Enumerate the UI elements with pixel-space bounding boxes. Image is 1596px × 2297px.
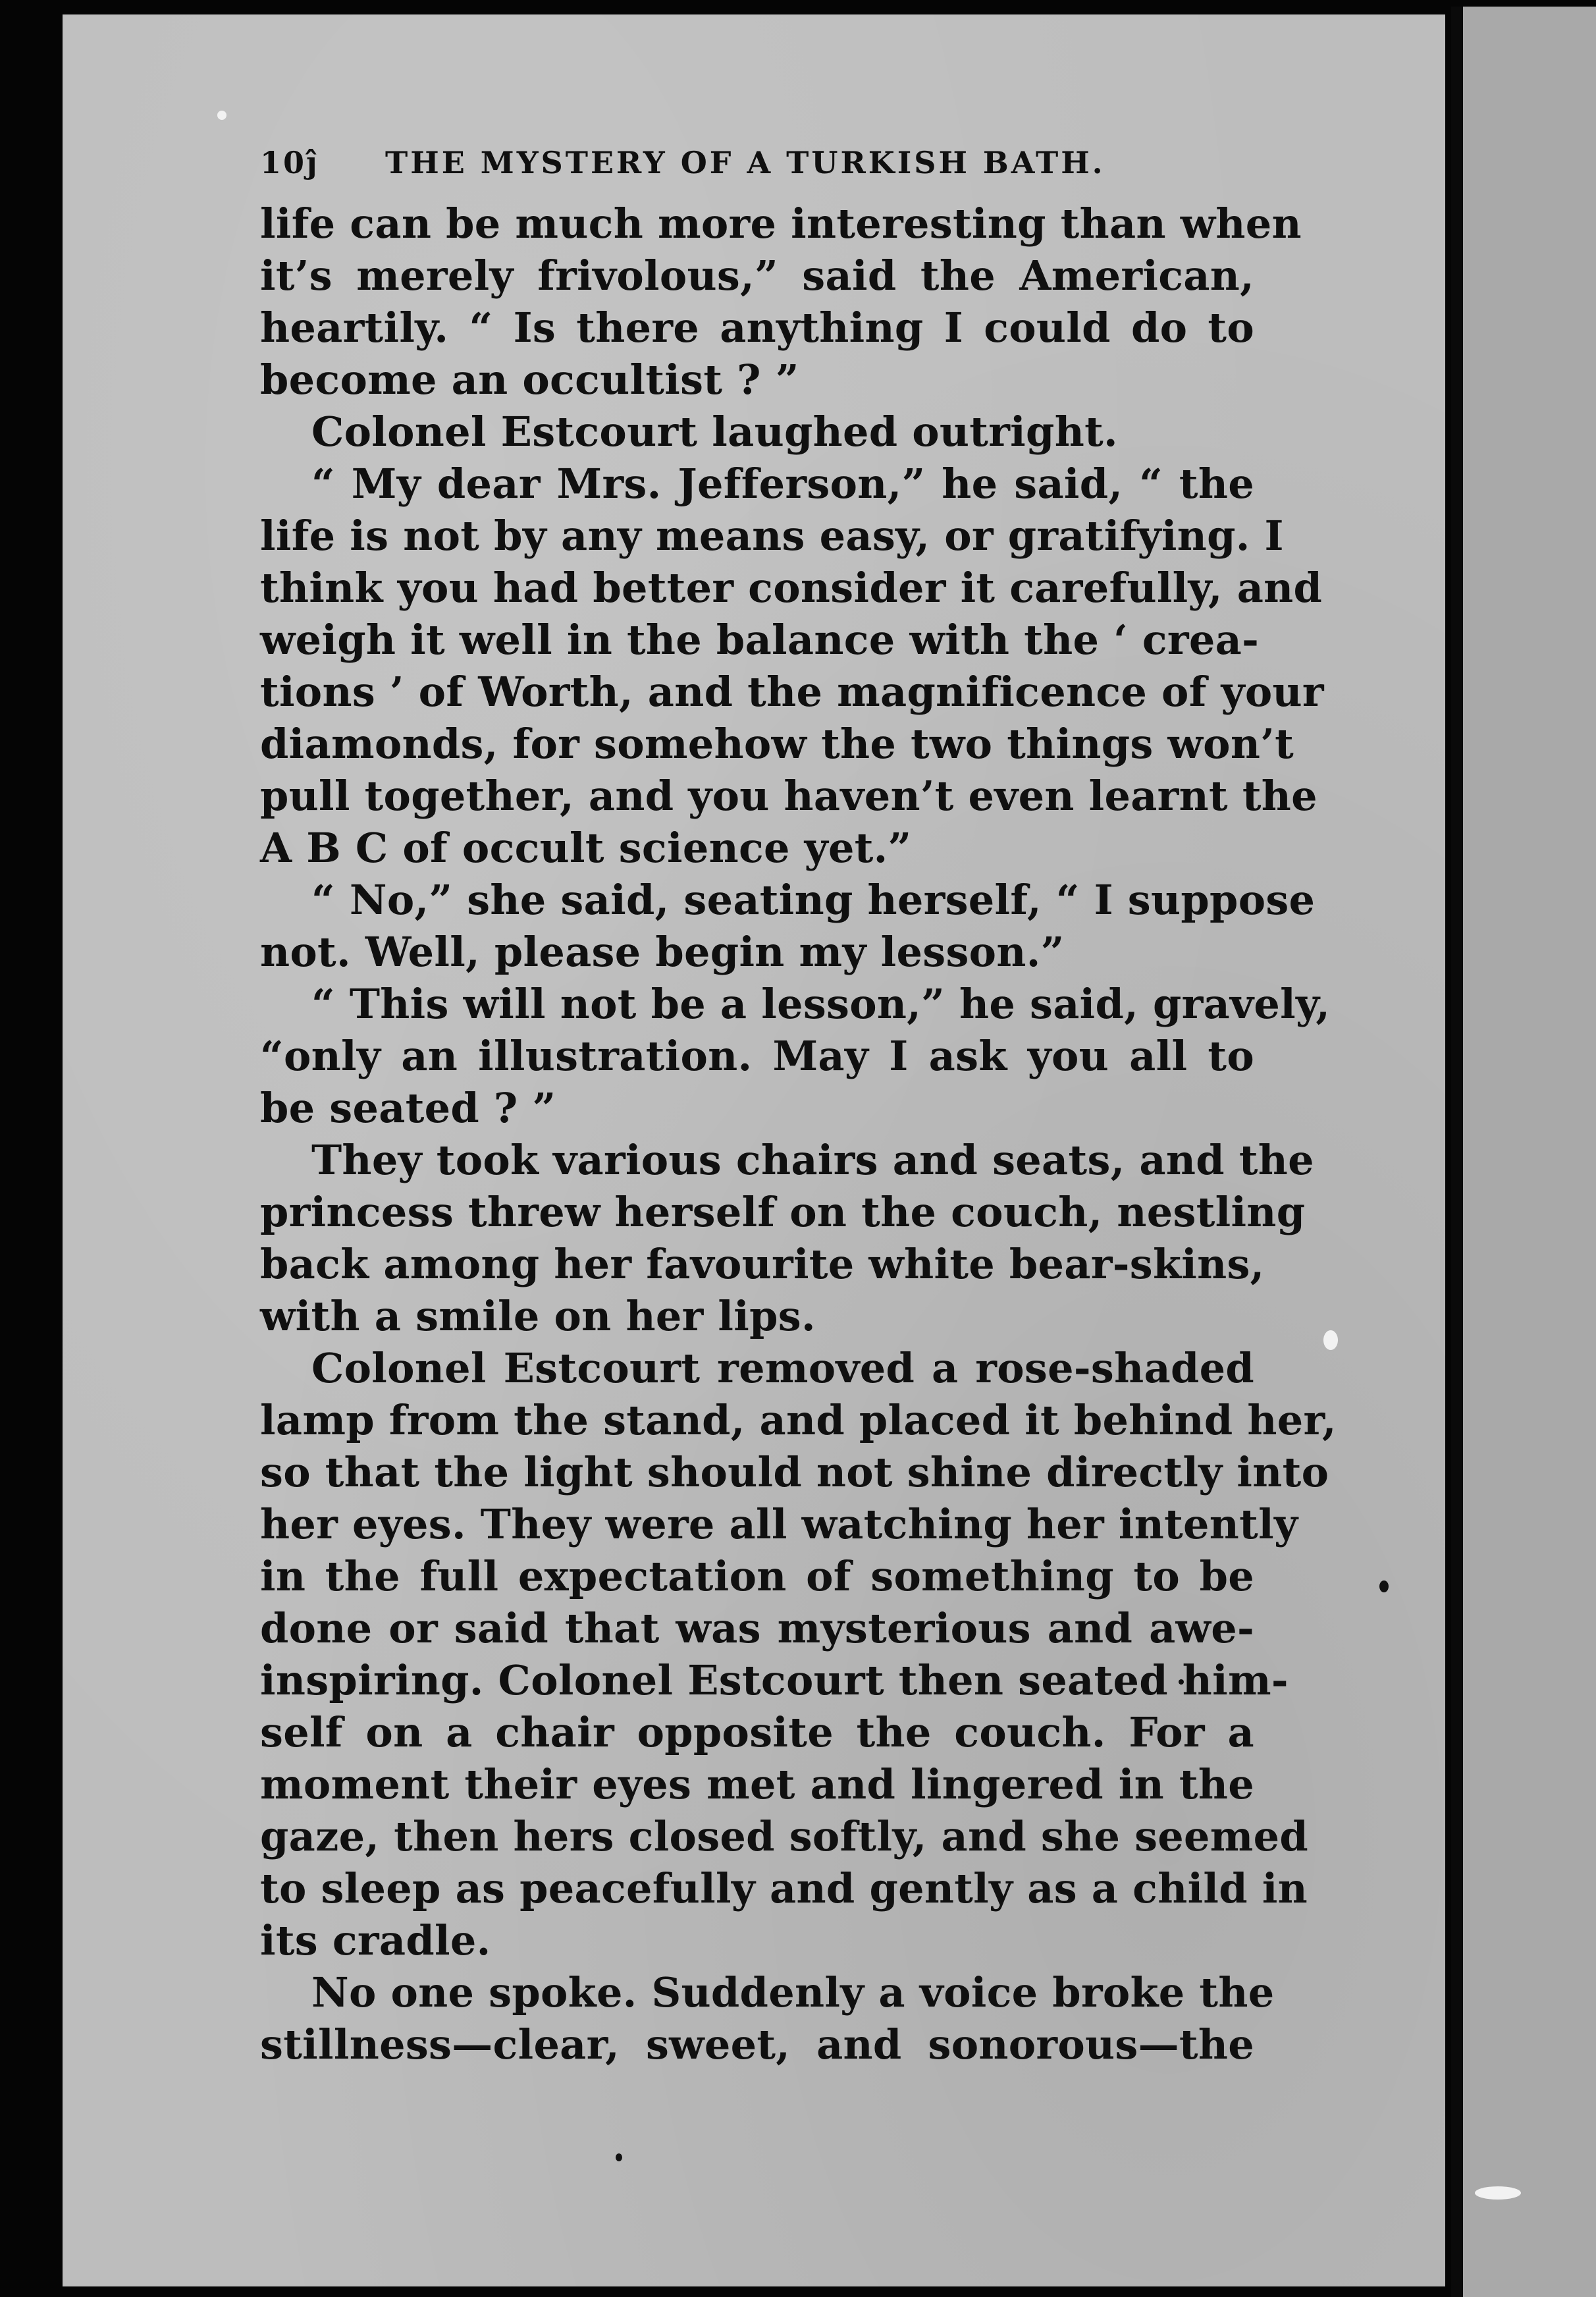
running-title: THE MYSTERY OF A TURKISH BATH.	[385, 145, 1105, 180]
text-line: “only an illustration. May I ask you all to	[260, 1032, 1254, 1080]
text-line: become an occultist ? ”	[260, 356, 799, 404]
text-line: “ No,” she said, seating herself, “ I suppose	[311, 876, 1316, 924]
text-line: to sleep as peacefully and gently as a child in	[260, 1864, 1308, 1912]
text-line: it’s merely frivolous,” said the American,	[260, 252, 1254, 300]
dust-speck	[616, 2153, 622, 2161]
text-line: They took various chairs and seats, and the	[311, 1136, 1314, 1184]
text-line: inspiring. Colonel Estcourt then seated him-	[260, 1656, 1289, 1704]
text-line: self on a chair opposite the couch. For a	[260, 1708, 1254, 1756]
text-line: done or said that was mysterious and awe-	[260, 1604, 1254, 1652]
text-line: with a smile on her lips.	[260, 1292, 816, 1340]
text-line: life is not by any means easy, or gratifying. I	[260, 512, 1284, 560]
text-line: her eyes. They were all watching her intently	[260, 1500, 1298, 1548]
text-line: not. Well, please begin my lesson.”	[260, 928, 1065, 976]
text-line: gaze, then hers closed softly, and she seemed	[260, 1812, 1309, 1860]
page-text	[260, 145, 1337, 2070]
body-text	[260, 198, 1337, 2070]
page-gutter-shadow	[1451, 7, 1463, 2297]
text-line: tions ’ of Worth, and the magnificence of your	[260, 668, 1324, 716]
text-line: lamp from the stand, and placed it behind her,	[260, 1396, 1337, 1444]
adjacent-page-edge	[1451, 7, 1596, 2297]
text-line: its cradle.	[260, 1916, 491, 1964]
dust-speck	[1379, 1581, 1389, 1592]
text-line: A B C of occult science yet.”	[260, 824, 912, 872]
text-line: in the full expectation of something to be	[260, 1552, 1254, 1600]
text-line: princess threw herself on the couch, nestling	[260, 1188, 1306, 1236]
dust-speck	[1323, 1330, 1338, 1350]
text-line: be seated ? ”	[260, 1084, 556, 1132]
page-number: 10ĵ	[260, 145, 319, 180]
text-line: diamonds, for somehow the two things won’t	[260, 720, 1294, 768]
text-line: moment their eyes met and lingered in the	[260, 1760, 1254, 1808]
text-line: pull together, and you haven’t even learnt the	[260, 772, 1317, 820]
text-line: weigh it well in the balance with the ‘ crea-	[260, 616, 1260, 664]
running-head	[260, 145, 1254, 198]
text-line: stillness—clear, sweet, and sonorous—the	[260, 2020, 1254, 2068]
text-line: back among her favourite white bear-skins,	[260, 1240, 1265, 1288]
text-line: so that the light should not shine directly into	[260, 1448, 1329, 1496]
text-line: heartily. “ Is there anything I could do to	[260, 304, 1254, 352]
text-line: Colonel Estcourt removed a rose-shaded	[311, 1344, 1254, 1392]
dust-speck	[1475, 2186, 1521, 2200]
text-line: Colonel Estcourt laughed outright.	[311, 408, 1118, 456]
text-line: life can be much more interesting than when	[260, 200, 1302, 248]
dust-speck	[217, 111, 226, 120]
text-line: “ This will not be a lesson,” he said, gravely,	[311, 980, 1331, 1028]
text-line: think you had better consider it carefully, and	[260, 564, 1323, 612]
text-line: “ My dear Mrs. Jefferson,” he said, “ the	[311, 460, 1254, 508]
text-line: No one spoke. Suddenly a voice broke the	[311, 1968, 1275, 2016]
